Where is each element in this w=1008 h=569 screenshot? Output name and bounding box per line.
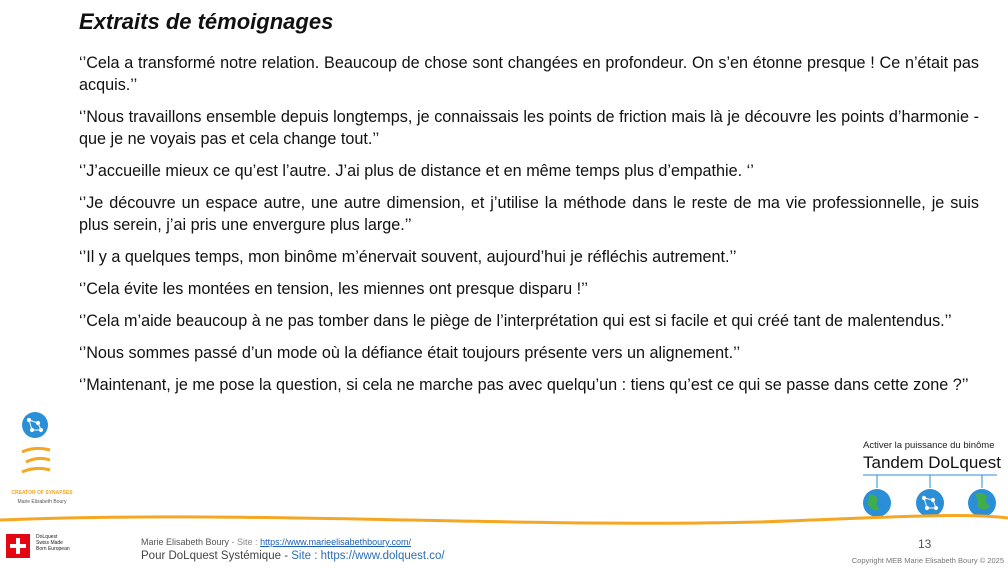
testimonial-quote: ‘’Cela a transformé notre relation. Beaucoup de chose sont changées en profondeur. On s’en étonne presque ! Ce n’était pas acquis.’’ [79, 54, 979, 94]
logo-caption: CREATOR OF SYNAPSES [11, 490, 73, 496]
swiss-made-label: DoLquest Swiss Made Born European [36, 534, 70, 552]
copyright-notice: Copyright MEB Marie Elisabeth Boury © 2025 [851, 556, 1004, 565]
footer-wave-line [0, 508, 1008, 538]
dolquest-site-link[interactable]: Site : https://www.dolquest.co/ [291, 550, 445, 562]
logo-subtitle: Activer la puissance du binôme [863, 440, 995, 451]
testimonial-quote: ‘’Maintenant, je me pose la question, si cela ne marche pas avec quelqu’un : tiens qu’est ce qui se passe dans cette zone ?’’ [79, 376, 969, 394]
testimonial-quote: ‘’Cela évite les montées en tension, les miennes ont presque disparu !’’ [79, 280, 588, 298]
testimonial-quote: ‘’Nous travaillons ensemble depuis longtemps, je connaissais les points de friction mais là je découvre les points d’harmonie -que je ne voyais pas et cela change tout.’’ [79, 108, 979, 148]
author-credit [141, 537, 411, 547]
swiss-flag-icon [6, 534, 30, 558]
testimonial-quote: ‘’J’accueille mieux ce qu’est l’autre. J’ai plus de distance et en même temps plus d’empathie. ‘’ [79, 162, 754, 180]
author-name: Marie Elisabeth Boury [141, 537, 230, 547]
slide-title: Extraits de témoignages [79, 9, 334, 34]
testimonial-quote: ‘’Je découvre un espace autre, une autre dimension, et j’utilise la méthode dans le reste de ma vie professionnelle, je suis plus serein, j’ai pris une envergure plus large.’’ [79, 194, 979, 234]
site-label: - Site : [229, 537, 261, 547]
author-site-link[interactable]: https://www.marieelisabethboury.com/ [260, 537, 411, 547]
testimonial-quote: ‘’Cela m’aide beaucoup à ne pas tomber dans le piège de l’interprétation qui est si facile et qui créé tant de malentendus.’’ [79, 312, 952, 330]
page-number: 13 [918, 537, 932, 551]
synapse-globe-icon [8, 410, 76, 490]
creator-of-synapses-logo [8, 410, 76, 510]
dolquest-prefix: Pour DoLquest Systémique - [141, 550, 292, 562]
testimonial-quote: ‘’Nous sommes passé d’un mode où la défiance était toujours présente vers un alignement.’’ [79, 344, 741, 362]
logo-title: Tandem DoLquest [863, 453, 1001, 472]
testimonials-list [79, 52, 979, 406]
logo-caption-name: Marie Elisabeth Boury [17, 499, 67, 505]
testimonial-quote: ‘’Il y a quelques temps, mon binôme m’énervait souvent, aujourd’hui je réfléchis autrement.’’ [79, 248, 737, 266]
dolquest-credit [141, 550, 445, 562]
